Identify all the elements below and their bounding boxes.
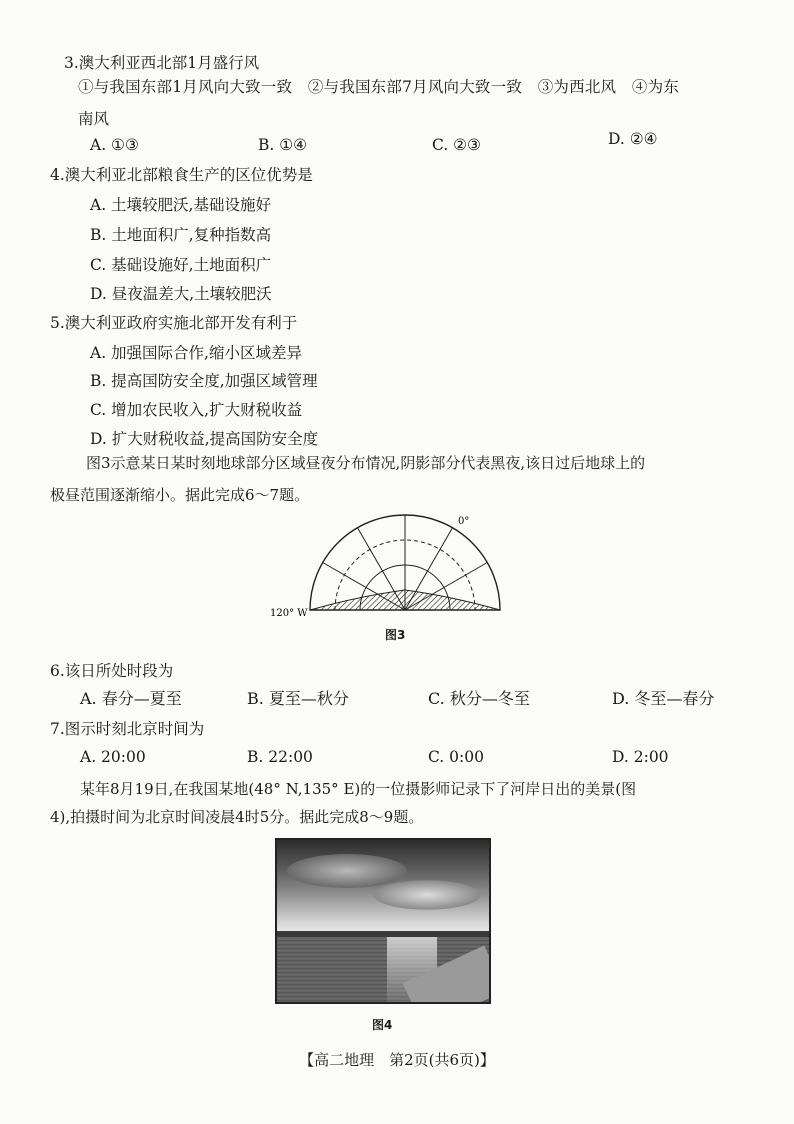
photo-far-shore — [277, 931, 489, 937]
figure-4-sunrise-photo — [275, 838, 491, 1004]
photo-cloud — [287, 854, 407, 888]
q5-option-a: A. 加强国际合作,缩小区域差异 — [90, 344, 302, 362]
q6-option-d: D. 冬至—春分 — [612, 689, 715, 708]
q5-option-b: B. 提高国防安全度,加强区域管理 — [90, 372, 318, 390]
q6-option-a: A. 春分—夏至 — [80, 689, 182, 708]
polar-projection — [310, 515, 500, 610]
q7-option-b: B. 22:00 — [247, 748, 313, 766]
intro-8-9-line2: 4),拍摄时间为北京时间凌晨4时5分。据此完成8～9题。 — [50, 808, 424, 826]
label-0-degree: 0° — [458, 516, 470, 527]
q5-stem: 5.澳大利亚政府实施北部开发有利于 — [50, 314, 298, 332]
figure-3-day-night-diagram — [270, 508, 520, 618]
figure-3-caption: 图3 — [385, 628, 406, 642]
intro-6-7-line2: 极昼范围逐渐缩小。据此完成6～7题。 — [50, 486, 310, 504]
q4-option-c: C. 基础设施好,土地面积广 — [90, 256, 272, 274]
q7-option-c: C. 0:00 — [428, 748, 484, 766]
q3-option-c: C. ②③ — [432, 136, 481, 154]
q3-option-b: B. ①④ — [258, 136, 308, 154]
q5-option-c: C. 增加农民收入,扩大财税收益 — [90, 401, 303, 419]
q4-option-b: B. 土地面积广,复种指数高 — [90, 226, 272, 244]
q3-statements-cont: 南风 — [78, 110, 110, 128]
q5-option-d: D. 扩大财税收益,提高国防安全度 — [90, 430, 319, 448]
figure-4-caption: 图4 — [372, 1018, 393, 1032]
q3-statements: ①与我国东部1月风向大致一致 ②与我国东部7月风向大致一致 ③为西北风 ④为东 — [78, 78, 680, 96]
q7-option-d: D. 2:00 — [612, 748, 669, 766]
q4-option-d: D. 昼夜温差大,土壤较肥沃 — [90, 285, 272, 303]
q3-option-a: A. ①③ — [90, 136, 139, 154]
q6-option-c: C. 秋分—冬至 — [428, 689, 530, 708]
q7-stem: 7.图示时刻北京时间为 — [50, 720, 205, 738]
q3-option-d: D. ②④ — [608, 130, 658, 148]
intro-8-9-line1: 某年8月19日,在我国某地(48° N,135° E)的一位摄影师记录下了河岸日出的美景(图 — [80, 780, 637, 798]
q4-stem: 4.澳大利亚北部粮食生产的区位优势是 — [50, 166, 313, 184]
photo-cloud — [372, 880, 482, 910]
night-region — [310, 590, 500, 610]
label-120w: 120° W — [270, 608, 308, 618]
q7-option-a: A. 20:00 — [80, 748, 146, 766]
q3-stem: 3.澳大利亚西北部1月盛行风 — [64, 54, 260, 72]
intro-6-7-line1: 图3示意某日某时刻地球部分区域昼夜分布情况,阴影部分代表黑夜,该日过后地球上的 — [86, 454, 646, 472]
q6-stem: 6.该日所处时段为 — [50, 662, 174, 680]
page-footer: 【高二地理 第2页(共6页)】 — [299, 1051, 495, 1069]
q6-option-b: B. 夏至—秋分 — [247, 689, 349, 708]
q4-option-a: A. 土壤较肥沃,基础设施好 — [90, 196, 271, 214]
